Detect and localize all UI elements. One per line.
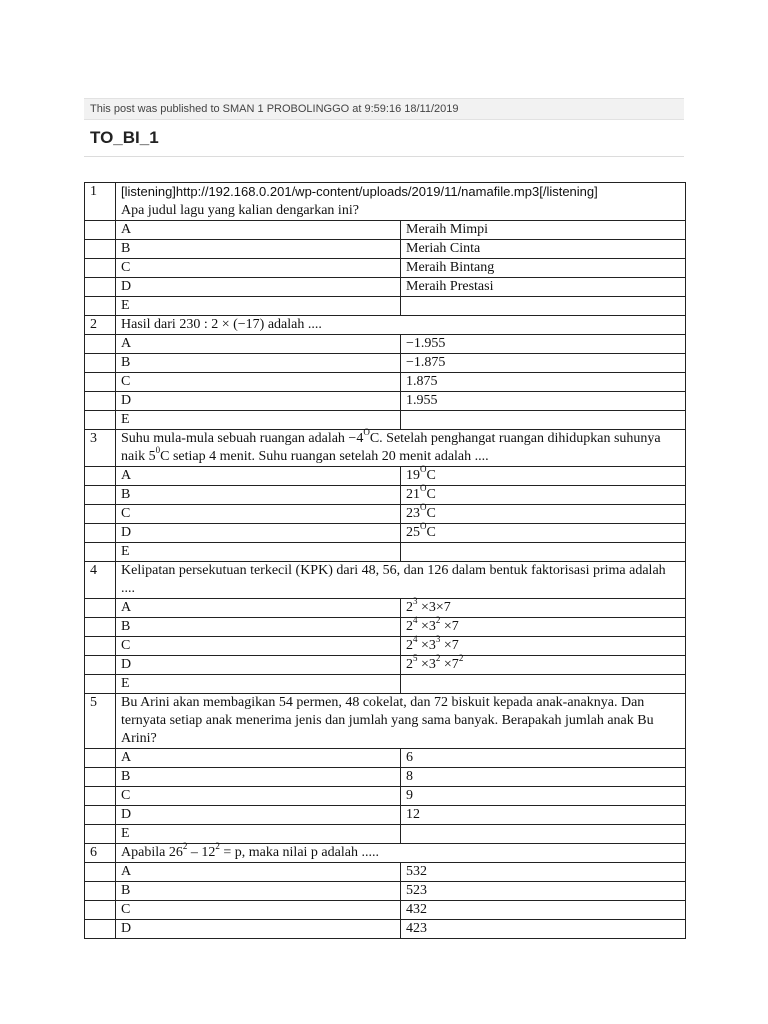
- question-row: [85, 183, 686, 221]
- option-letter: A: [116, 221, 401, 240]
- option-letter: D: [116, 524, 401, 543]
- option-text: Meraih Bintang: [401, 259, 686, 278]
- option-text: 1.955: [401, 392, 686, 411]
- option-row[interactable]: [85, 768, 686, 787]
- page-title: TO_BI_1: [90, 128, 159, 147]
- question-row: [85, 430, 686, 467]
- question-text: Hasil dari 230 : 2 × (−17) adalah ....: [116, 316, 686, 335]
- option-text: [401, 297, 686, 316]
- option-letter: E: [116, 543, 401, 562]
- option-text: $21^OC$: [401, 486, 686, 505]
- question-row: [85, 562, 686, 599]
- option-row[interactable]: [85, 543, 686, 562]
- option-row[interactable]: [85, 392, 686, 411]
- option-row[interactable]: [85, 637, 686, 656]
- option-letter: D: [116, 806, 401, 825]
- option-row[interactable]: [85, 806, 686, 825]
- option-row[interactable]: [85, 524, 686, 543]
- option-letter: E: [116, 675, 401, 694]
- option-row[interactable]: [85, 675, 686, 694]
- option-letter: D: [116, 392, 401, 411]
- question-text: Suhu mula-mula sebuah ruangan adalah $-4^OC$. Setelah penghangat ruangan dihidupkan suhunya naik $5^0C$ setiap 4 menit. Suhu ruangan setelah 20 menit adalah ....: [116, 430, 686, 467]
- post-published-note: This post was published to SMAN 1 PROBOLINGGO at 9:59:16 18/11/2019: [84, 98, 684, 120]
- question-number: 1: [85, 183, 116, 221]
- option-letter: C: [116, 505, 401, 524]
- option-row[interactable]: [85, 354, 686, 373]
- question-table: [84, 182, 686, 939]
- option-letter: C: [116, 901, 401, 920]
- question-text: Apabila $26^2 - 12^2 = p$, maka nilai p adalah .....: [116, 844, 686, 863]
- option-row[interactable]: [85, 335, 686, 354]
- option-row[interactable]: [85, 240, 686, 259]
- option-letter: B: [116, 882, 401, 901]
- option-letter: C: [116, 373, 401, 392]
- option-row[interactable]: [85, 618, 686, 637]
- option-text: Meraih Mimpi: [401, 221, 686, 240]
- option-letter: E: [116, 825, 401, 844]
- option-row[interactable]: [85, 221, 686, 240]
- option-row[interactable]: [85, 278, 686, 297]
- option-text: 532: [401, 863, 686, 882]
- option-text: 423: [401, 920, 686, 939]
- option-row[interactable]: [85, 373, 686, 392]
- option-row[interactable]: [85, 411, 686, 430]
- option-text: $23^OC$: [401, 505, 686, 524]
- question-number: 4: [85, 562, 116, 599]
- question-row: [85, 694, 686, 749]
- option-letter: B: [116, 486, 401, 505]
- option-text: $2^4 \times 3^2 \times 7$: [401, 618, 686, 637]
- option-letter: B: [116, 768, 401, 787]
- option-letter: D: [116, 656, 401, 675]
- option-row[interactable]: [85, 486, 686, 505]
- option-row[interactable]: [85, 882, 686, 901]
- option-text: 6: [401, 749, 686, 768]
- option-text: $25^OC$: [401, 524, 686, 543]
- option-row[interactable]: [85, 297, 686, 316]
- option-text: 12: [401, 806, 686, 825]
- option-text: 432: [401, 901, 686, 920]
- option-row[interactable]: [85, 599, 686, 618]
- option-text: −1.875: [401, 354, 686, 373]
- title-divider: [84, 156, 684, 157]
- option-row[interactable]: [85, 505, 686, 524]
- option-text: 8: [401, 768, 686, 787]
- question-number: 6: [85, 844, 116, 863]
- option-row[interactable]: [85, 467, 686, 486]
- option-row[interactable]: [85, 259, 686, 278]
- question-text: Kelipatan persekutuan terkecil (KPK) dari 48, 56, dan 126 dalam bentuk faktorisasi prima adalah ....: [116, 562, 686, 599]
- option-text: Meriah Cinta: [401, 240, 686, 259]
- option-text: [401, 675, 686, 694]
- option-text: 9: [401, 787, 686, 806]
- option-row[interactable]: [85, 825, 686, 844]
- question-number: 2: [85, 316, 116, 335]
- option-letter: C: [116, 637, 401, 656]
- question-text: Bu Arini akan membagikan 54 permen, 48 cokelat, dan 72 biskuit kepada anak-anaknya. Dan ternyata setiap anak menerima jenis dan jumlah yang sama banyak. Berapakah jumlah anak Bu Arini?: [116, 694, 686, 749]
- question-number: 5: [85, 694, 116, 749]
- option-text: $2^5 \times 3^2 \times 7^2$: [401, 656, 686, 675]
- option-letter: A: [116, 863, 401, 882]
- option-letter: B: [116, 354, 401, 373]
- option-letter: B: [116, 618, 401, 637]
- option-text: −1.955: [401, 335, 686, 354]
- option-letter: A: [116, 335, 401, 354]
- option-row[interactable]: [85, 749, 686, 768]
- question-row: [85, 316, 686, 335]
- option-text: [401, 543, 686, 562]
- option-row[interactable]: [85, 787, 686, 806]
- option-letter: D: [116, 920, 401, 939]
- listening-audio-link[interactable]: [listening]http://192.168.0.201/wp-content/uploads/2019/11/namafile.mp3[/listening]: [121, 184, 598, 199]
- question-row: [85, 844, 686, 863]
- option-text: $19^OC$: [401, 467, 686, 486]
- option-letter: B: [116, 240, 401, 259]
- option-letter: C: [116, 259, 401, 278]
- option-row[interactable]: [85, 656, 686, 675]
- question-prompt: Apa judul lagu yang kalian dengarkan ini?: [121, 203, 359, 218]
- option-row[interactable]: [85, 920, 686, 939]
- question-text: [116, 183, 686, 221]
- option-row[interactable]: [85, 863, 686, 882]
- option-text: Meraih Prestasi: [401, 278, 686, 297]
- option-letter: A: [116, 599, 401, 618]
- option-letter: C: [116, 787, 401, 806]
- option-text: [401, 411, 686, 430]
- option-text: [401, 825, 686, 844]
- option-letter: D: [116, 278, 401, 297]
- option-row[interactable]: [85, 901, 686, 920]
- option-letter: E: [116, 411, 401, 430]
- option-text: 1.875: [401, 373, 686, 392]
- option-text: $2^4 \times 3^3 \times 7$: [401, 637, 686, 656]
- option-letter: A: [116, 467, 401, 486]
- option-text: 523: [401, 882, 686, 901]
- question-number: 3: [85, 430, 116, 467]
- option-text: $2^3 \times 3\times 7$: [401, 599, 686, 618]
- option-letter: A: [116, 749, 401, 768]
- option-letter: E: [116, 297, 401, 316]
